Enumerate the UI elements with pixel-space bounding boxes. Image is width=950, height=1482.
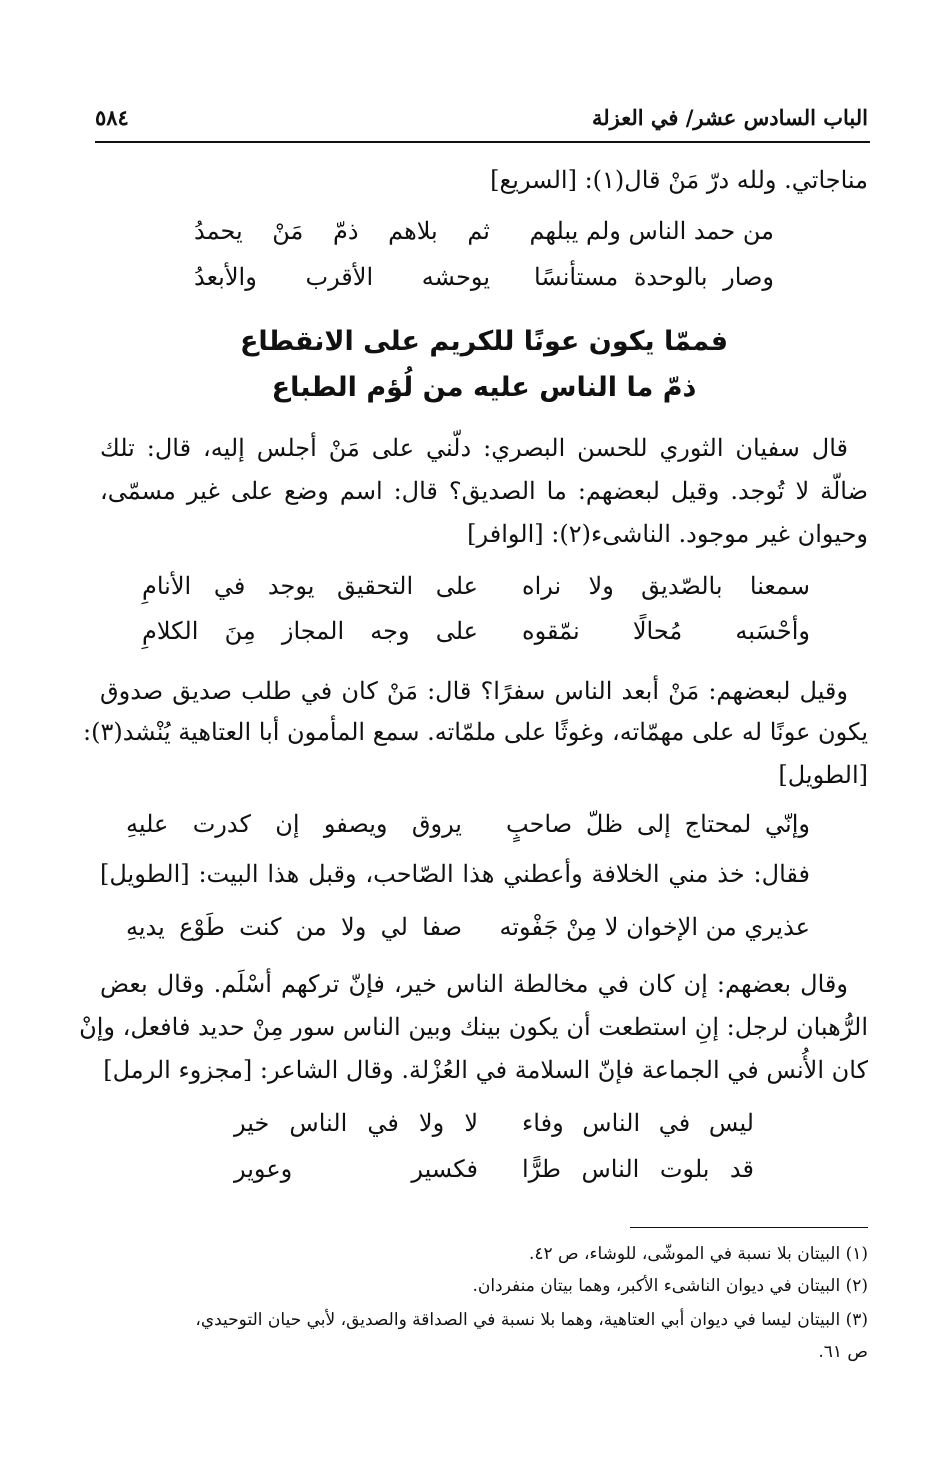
verse-2 (194, 258, 774, 296)
header-rule (95, 141, 870, 143)
section-heading-line1: فممّا يكون عونًا للكريم على الانقطاع (239, 326, 729, 357)
section-heading-line2: ذمّ ما الناس عليه من لُؤم الطباع (271, 372, 697, 403)
paragraph-2-line-1: وقيل لبعضهم: مَنْ أبعد الناس سفرًا؟ قال: مَنْ كان في طلب صديق صدوق (100, 677, 848, 705)
paragraph-1-line-3: وحيوان غير موجود. الناشىء(٢): [الوافر] (467, 520, 868, 548)
verse-hemistich-first: وإنّي لمحتاج إلى ظلّ صاحبٍ (506, 810, 810, 838)
verse-hemistich-second: صفا لي ولا من كنت طَوْع يديهِ (126, 913, 462, 941)
paragraph-3-line-2: الرُّهبان لرجل: إنِ استطعت أن يكون بينك وبين الناس سور مِنْ حديد فافعل، وإنْ (79, 1013, 868, 1041)
verse-hemistich-second: يوحشه الأقرب والأبعدُ (194, 263, 490, 291)
verse-7 (234, 1104, 754, 1142)
page-number: ٥٨٤ (95, 104, 129, 130)
verse-hemistich-first: عذيري من الإخوان لا مِنْ جَفْوته (499, 913, 810, 941)
verse-8 (234, 1150, 754, 1188)
verse-hemistich-first: قد بلوت الناس طرًّا (522, 1155, 754, 1183)
paragraph-3-line-3: كان الأُنس في الجماعة فإنّ السلامة في العُزْلة. وقال الشاعر: [مجزوء الرمل] (103, 1056, 868, 1084)
verse-6 (126, 908, 810, 946)
verse-hemistich-first: سمعنا بالصّديق ولا نراه (522, 572, 810, 600)
verse-hemistich-second: ثم بلاهم ذمّ مَنْ يحمدُ (194, 217, 490, 245)
verse-hemistich-second: على التحقيق يوجد في الأنامِ (142, 572, 478, 600)
paragraph-1-line-2: ضالّة لا تُوجد. وقيل لبعضهم: ما الصديق؟ قال: اسم وضع على غير مسمّى، (100, 477, 868, 505)
footnote-3: (٣) البيتان ليسا في ديوان أبي العتاهية، وهما بلا نسبة في الصداقة والصديق، لأبي حيان التوحيدي، (195, 1310, 868, 1330)
page-header (95, 100, 868, 134)
paragraph-3-line-1: وقال بعضهم: إن كان في مخالطة الناس خير، فإنّ تركهم أسْلَم. وقال بعض (100, 970, 848, 998)
paragraph-2b-line: فقال: خذ مني الخلافة وأعطني هذا الصّاحب، وقبل هذا البيت: [الطويل] (100, 860, 810, 888)
verse-3 (142, 567, 810, 605)
verse-hemistich-second: على وجه المجاز مِنَ الكلامِ (142, 617, 478, 645)
intro-line: مناجاتي. ولله درّ مَنْ قال(١): [السريع] (490, 166, 868, 194)
footnote-3-continued: ص ٦١. (818, 1342, 868, 1362)
verse-4 (142, 612, 810, 650)
verse-hemistich-second: يروق ويصفو إن كدرت عليهِ (126, 810, 462, 838)
footnote-2: (٢) البيتان في ديوان الناشىء الأكبر، وهما بيتان منفردان. (472, 1276, 868, 1296)
verse-hemistich-first: ليس في الناس وفاء (522, 1109, 754, 1137)
verse-hemistich-second: لا ولا في الناس خير (234, 1109, 478, 1137)
paragraph-2-line-3: [الطويل] (778, 761, 868, 789)
verse-hemistich-first: وأحْسَبه مُحالًا نمّقوه (522, 617, 810, 645)
paragraph-2-line-2: يكون عونًا له على مهمّاته، وغوثًا على ملمّاته. سمع المأمون أبا العتاهية يُنْشد(٣): (82, 718, 868, 746)
footnote-rule (630, 1227, 868, 1228)
verse-hemistich-second: فكسير وعوير (234, 1155, 478, 1183)
verse-1 (194, 212, 774, 250)
paragraph-1-line-1: قال سفيان الثوري للحسن البصري: دلّني على مَنْ أجلس إليه، قال: تلك (100, 434, 848, 462)
footnote-1: (١) البيتان بلا نسبة في الموشّى، للوشاء، ص ٤٢. (528, 1244, 868, 1264)
verse-hemistich-first: من حمد الناس ولم يبلهم (529, 217, 774, 245)
verse-hemistich-first: وصار بالوحدة مستأنسًا (534, 263, 774, 291)
verse-5 (126, 805, 810, 843)
running-title: الباب السادس عشر/ في العزلة (591, 104, 868, 130)
